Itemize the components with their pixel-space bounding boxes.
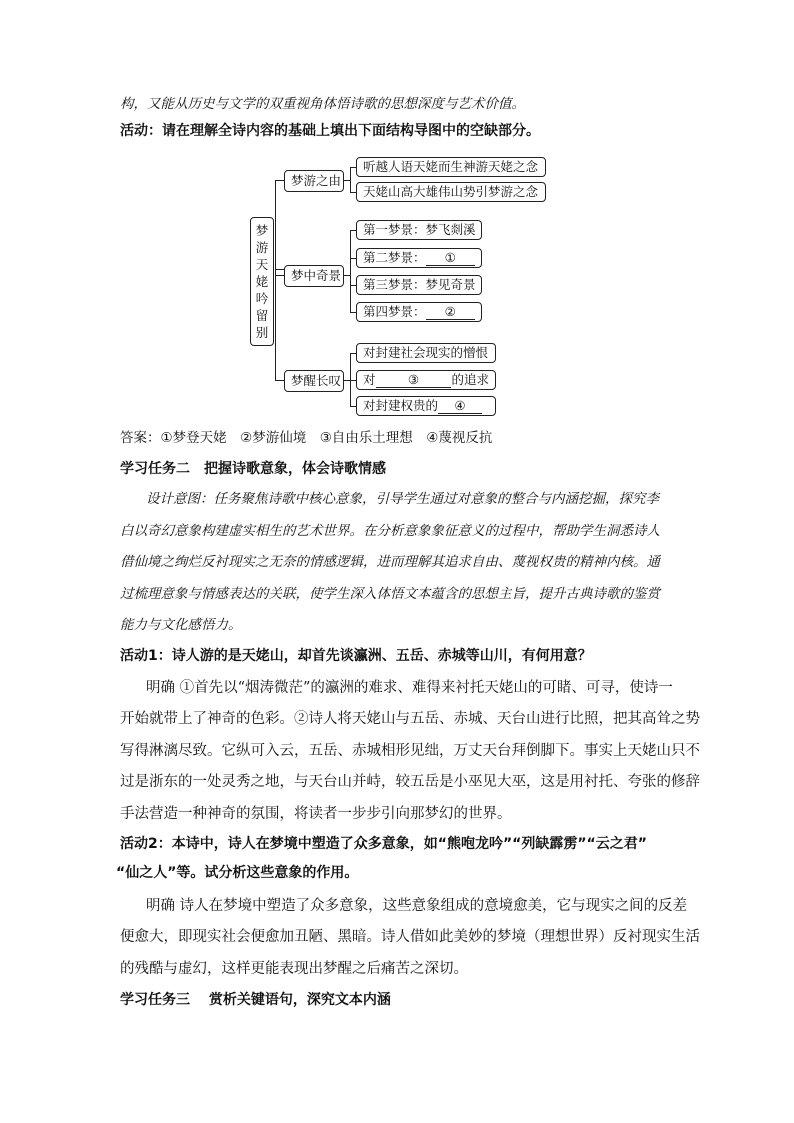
activity1-answer-line: 写得淋漓尽致。它纵可入云，五岳、赤城相形见绌，万丈天台拜倒脚下。事实上天姥山只不 xyxy=(120,743,700,759)
activity1-question: 活动1：诗人游的是天姥山，却首先谈瀛洲、五岳、赤城等山川，有何用意？ xyxy=(120,648,592,664)
leaf-text: 第二梦景： xyxy=(363,250,426,265)
leaf-item xyxy=(356,275,482,295)
leaf-text: 对封建社会现实的憎恨 xyxy=(363,345,489,360)
activity1-answer-line: 手法营造一种神奇的氛围，将读者一步步引向那梦幻的世界。 xyxy=(120,806,512,822)
leaf-item xyxy=(356,370,496,390)
activity2-answer-line: 便愈大，即现实社会便愈加丑陋、黑暗。诗人借如此美妙的梦境（理想世界）反衬现实生活 xyxy=(120,929,700,945)
leaf-text: 第三梦景：梦见奇景 xyxy=(363,277,476,292)
leaf-text: 天姥山高大雄伟山势引梦游之念 xyxy=(363,184,539,199)
branch-dream-cause xyxy=(284,170,344,192)
design-intent-line: 白以奇幻意象构建虚实相生的艺术世界。在分析意象象征意义的过程中，帮助学生洞悉诗人 xyxy=(120,523,660,539)
branch-label: 梦游之由 xyxy=(291,173,342,188)
answer-blank: ③ xyxy=(376,373,452,388)
activity2-question: “仙之人”等。试分析这些意象的作用。 xyxy=(116,865,359,881)
mindmap-root-text: 梦 游 天 姥 吟 留 别 xyxy=(255,223,269,340)
leaf-item xyxy=(356,396,496,416)
leaf-item xyxy=(356,220,482,240)
leaf-item xyxy=(356,248,482,268)
branch-label: 梦中奇景 xyxy=(291,268,342,283)
leaf-text: 的追求 xyxy=(451,372,489,387)
answer-blank: ① xyxy=(426,251,475,266)
branch-awake-sigh xyxy=(284,370,344,392)
design-intent-line: 过梳理意象与情感表达的关联，使学生深入体悟文本蕴含的思想主旨，提升古典诗歌的鉴赏 xyxy=(120,586,660,602)
leaf-text: 第四梦景： xyxy=(363,304,426,319)
leaf-text: 第一梦景：梦飞剡溪 xyxy=(363,222,476,237)
task2-title: 学习任务二 把握诗歌意象，体会诗歌情感 xyxy=(120,461,386,477)
mindmap-root xyxy=(250,217,274,346)
task3-title: 学习任务三 赏析关键语句，深究文本内涵 xyxy=(120,992,391,1008)
answer-line: 答案：①梦登天姥 ②梦游仙境 ③自由乐土理想 ④蔑视反抗 xyxy=(120,430,493,446)
activity2-answer-line: 明确 诗人在梦境中塑造了众多意象，这些意象组成的意境愈美，它与现实之间的反差 xyxy=(146,898,688,914)
leaf-item xyxy=(356,157,546,177)
leaf-text: 对 xyxy=(363,372,376,387)
activity1-answer-line: 开始就带上了神奇的色彩。②诗人将天姥山与五岳、赤城、天台山进行比照，把其高耸之势 xyxy=(120,711,700,727)
answer-blank: ④ xyxy=(438,399,482,414)
design-intent-line: 能力与文化感悟力。 xyxy=(120,617,242,633)
design-intent-line: 设计意图：任务聚焦诗歌中核心意象，引导学生通过对意象的整合与内涵挖掘，探究李 xyxy=(146,491,659,507)
activity1-answer-line: 过是浙东的一处灵秀之地，与天台山并峙，较五岳是小巫见大巫，这是用衬托、夸张的修辞 xyxy=(120,774,700,790)
leaf-item xyxy=(356,343,496,363)
answer-blank: ② xyxy=(426,305,475,320)
leaf-text: 听越人语天姥而生神游天姥之念 xyxy=(363,159,539,174)
branch-dream-scenes xyxy=(284,265,344,287)
activity2-answer-line: 的残酷与虚幻，这样更能表现出梦醒之后痛苦之深切。 xyxy=(120,961,468,977)
activity2-question: 活动2：本诗中，诗人在梦境中塑造了众多意象，如“熊咆龙吟”“列缺霹雳”“云之君” xyxy=(120,836,647,852)
intro-tail: 构，又能从历史与文学的双重视角体悟诗歌的思想深度与艺术价值。 xyxy=(120,96,525,112)
leaf-text: 对封建权贵的 xyxy=(363,398,439,413)
leaf-item xyxy=(356,302,482,322)
design-intent-line: 借仙境之绚烂反衬现实之无奈的情感逻辑，进而理解其追求自由、蔑视权贵的精神内核。通 xyxy=(120,554,660,570)
activity-prompt: 活动：请在理解全诗内容的基础上填出下面结构导图中的空缺部分。 xyxy=(120,123,540,139)
branch-label: 梦醒长叹 xyxy=(291,373,342,388)
leaf-item xyxy=(356,182,546,202)
activity1-answer-line: 明确 ①首先以“烟涛微茫”的瀛洲的难求、难得来衬托天姥山的可睹、可寻，使诗一 xyxy=(146,680,673,696)
